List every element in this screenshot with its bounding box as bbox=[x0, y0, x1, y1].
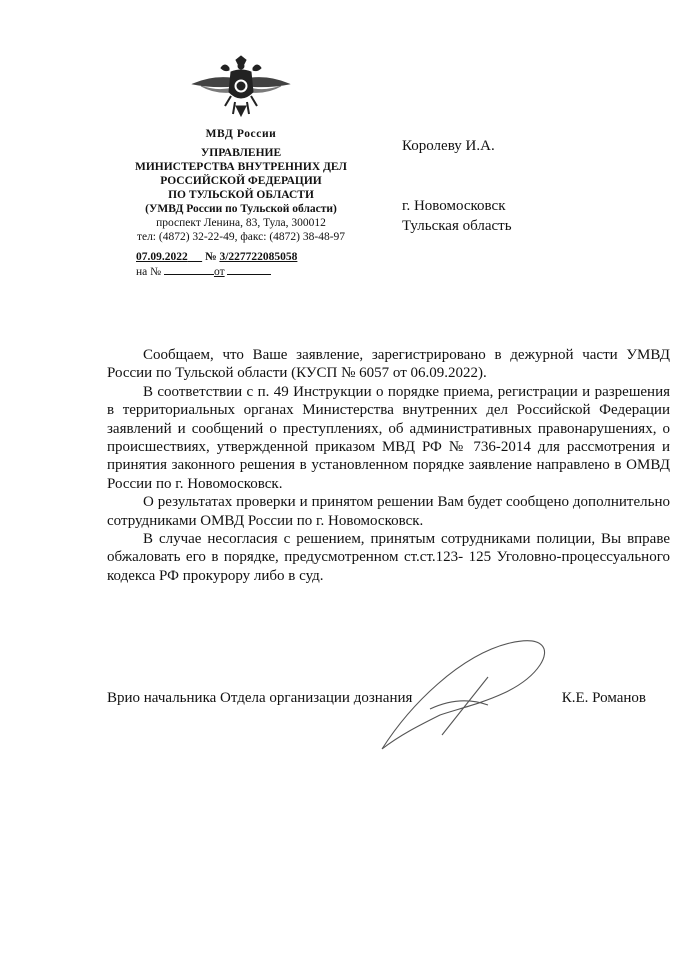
letter-body bbox=[107, 346, 670, 585]
ref-from-label: от bbox=[213, 266, 225, 278]
org-phones: тел: (4872) 32-22-49, факс: (4872) 38-48-97 bbox=[136, 231, 346, 243]
agency-short-name: МВД России bbox=[205, 128, 277, 140]
recipient-region: Тульская область bbox=[402, 218, 512, 234]
recipient-name: Королеву И.А. bbox=[402, 138, 495, 154]
paragraph-forwarding: В соответствии с п. 49 Инструкции о порядке приема, регистрации и разрешения в территориальных органах Министерства внутренних дел Российской Федерации заявлений и сообщений о преступлениях, об административных правонарушениях, о происшествиях, утвержденной приказом МВД РФ № 736-2014 для рассмотрения и принятия законного решения в установленном порядке заявление направлено в ОМВД России по г. Новомосковск. bbox=[107, 383, 670, 492]
document-date-number bbox=[108, 250, 374, 264]
org-line-5: (УМВД России по Тульской области) bbox=[145, 203, 337, 215]
number-label: № bbox=[205, 251, 217, 263]
reference-line bbox=[108, 264, 374, 279]
org-line-3: РОССИЙСКОЙ ФЕДЕРАЦИИ bbox=[160, 175, 322, 187]
signer-position: Врио начальника Отдела организации дознания bbox=[107, 690, 413, 706]
document-number: 3/227722085058 bbox=[219, 251, 298, 263]
recipient-block bbox=[402, 136, 512, 236]
document-date: 07.09.2022 bbox=[136, 251, 188, 263]
signer-name: К.Е. Романов bbox=[561, 690, 646, 706]
double-headed-eagle-emblem-icon bbox=[191, 52, 291, 122]
paragraph-registration: Сообщаем, что Ваше заявление, зарегистрировано в дежурной части УМВД России по Тульской области (КУСП № 6057 от 06.09.2022). bbox=[107, 347, 670, 382]
paragraph-notification: О результатах проверки и принятом решении Вам будет сообщено дополнительно сотрудниками ОМВД России по г. Новомосковск. bbox=[107, 494, 670, 529]
letterhead bbox=[108, 52, 374, 279]
org-line-1: УПРАВЛЕНИЕ bbox=[200, 147, 282, 159]
org-line-4: ПО ТУЛЬСКОЙ ОБЛАСТИ bbox=[168, 189, 314, 201]
recipient-city: г. Новомосковск bbox=[402, 198, 506, 214]
ref-label: на № bbox=[136, 266, 162, 278]
paragraph-appeal: В случае несогласия с решением, принятым сотрудниками полиции, Вы вправе обжаловать его в порядке, предусмотренном ст.ст.123- 125 Уголовно-процессуального кодекса РФ прокурору либо в суд. bbox=[107, 531, 670, 584]
org-line-2: МИНИСТЕРСТВА ВНУТРЕННИХ ДЕЛ bbox=[134, 161, 348, 173]
org-address: проспект Ленина, 83, Тула, 300012 bbox=[156, 217, 326, 229]
ref-date-blank bbox=[227, 264, 271, 275]
ref-number-blank bbox=[164, 264, 214, 275]
